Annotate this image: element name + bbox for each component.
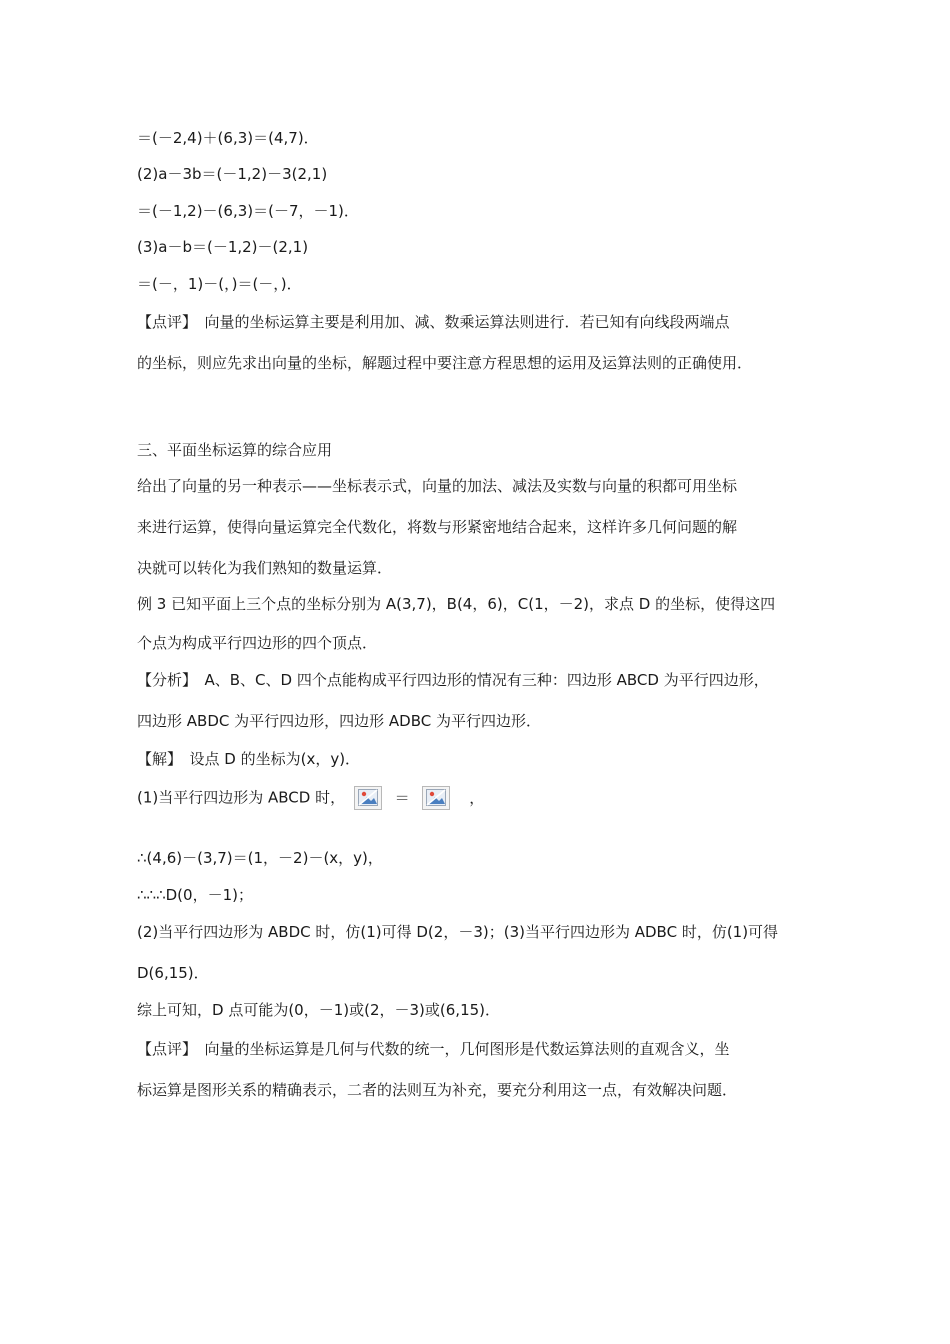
equals-sign: ＝ <box>394 788 410 807</box>
text-line: D(6,15)． <box>137 964 209 982</box>
example-line: 个点为构成平行四边形的四个顶点． <box>137 634 378 652</box>
analysis-line: 【分析】 A、B、C、D 四个点能构成平行四边形的情况有三种：四边形 ABCD 为平行四边形， <box>137 671 769 689</box>
comma: ， <box>469 788 485 807</box>
text-line: (3)a－b＝(－1,2)－(2,1) <box>137 238 309 256</box>
comment-line: 【点评】 向量的坐标运算主要是利用加、减、数乘运算法则进行．若已知有向线段两端点 <box>137 313 730 331</box>
case1-line <box>137 786 484 810</box>
text-line: ∴∴∴D(0，－1)； <box>137 886 253 904</box>
solution-line: 【解】 设点 D 的坐标为(x，y)． <box>137 750 361 768</box>
text-line: ＝(－2,4)＋(6,3)＝(4,7)． <box>137 129 319 147</box>
text-line: ∴(4,6)－(3,7)＝(1，－2)－(x，y)， <box>137 849 383 867</box>
conclusion-line: 综上可知，D 点可能为(0，－1)或(2，－3)或(6,15)． <box>137 1001 501 1019</box>
paragraph-line: 给出了向量的另一种表示——坐标表示式，向量的加法、减法及实数与向量的积都可用坐标 <box>137 477 738 495</box>
text-line: (2)a－3b＝(－1,2)－3(2,1) <box>137 165 328 183</box>
analysis-line: 四边形 ABDC 为平行四边形，四边形 ADBC 为平行四边形． <box>137 712 541 730</box>
comment-line: 标运算是图形关系的精确表示，二者的法则互为补充，要充分利用这一点，有效解决问题． <box>137 1081 738 1099</box>
comment-line: 的坐标，则应先求出向量的坐标，解题过程中要注意方程思想的运用及运算法则的正确使用． <box>137 354 753 372</box>
case1-prefix: (1)当平行四边形为 ABCD 时， <box>137 788 346 807</box>
broken-image-icon <box>422 786 450 810</box>
paragraph-line: 决就可以转化为我们熟知的数量运算． <box>137 559 393 577</box>
text-line: ＝(－1,2)－(6,3)＝(－7，－1)． <box>137 202 359 220</box>
text-line: ＝(－，1)－(，)＝(－，)． <box>137 275 302 293</box>
broken-image-icon <box>354 786 382 810</box>
paragraph-line: 来进行运算，使得向量运算完全代数化，将数与形紧密地结合起来，这样许多几何问题的解 <box>137 518 738 536</box>
text-line: (2)当平行四边形为 ABDC 时，仿(1)可得 D(2，－3)；(3)当平行四边形为 ADBC 时，仿(1)可得 <box>137 923 779 941</box>
section-heading: 三、平面坐标运算的综合应用 <box>137 441 333 459</box>
example-line: 例 3 已知平面上三个点的坐标分别为 A(3,7)，B(4，6)，C(1，－2)，求点 D 的坐标，使得这四 <box>137 595 776 613</box>
comment-line: 【点评】 向量的坐标运算是几何与代数的统一，几何图形是代数运算法则的直观含义，坐 <box>137 1040 730 1058</box>
